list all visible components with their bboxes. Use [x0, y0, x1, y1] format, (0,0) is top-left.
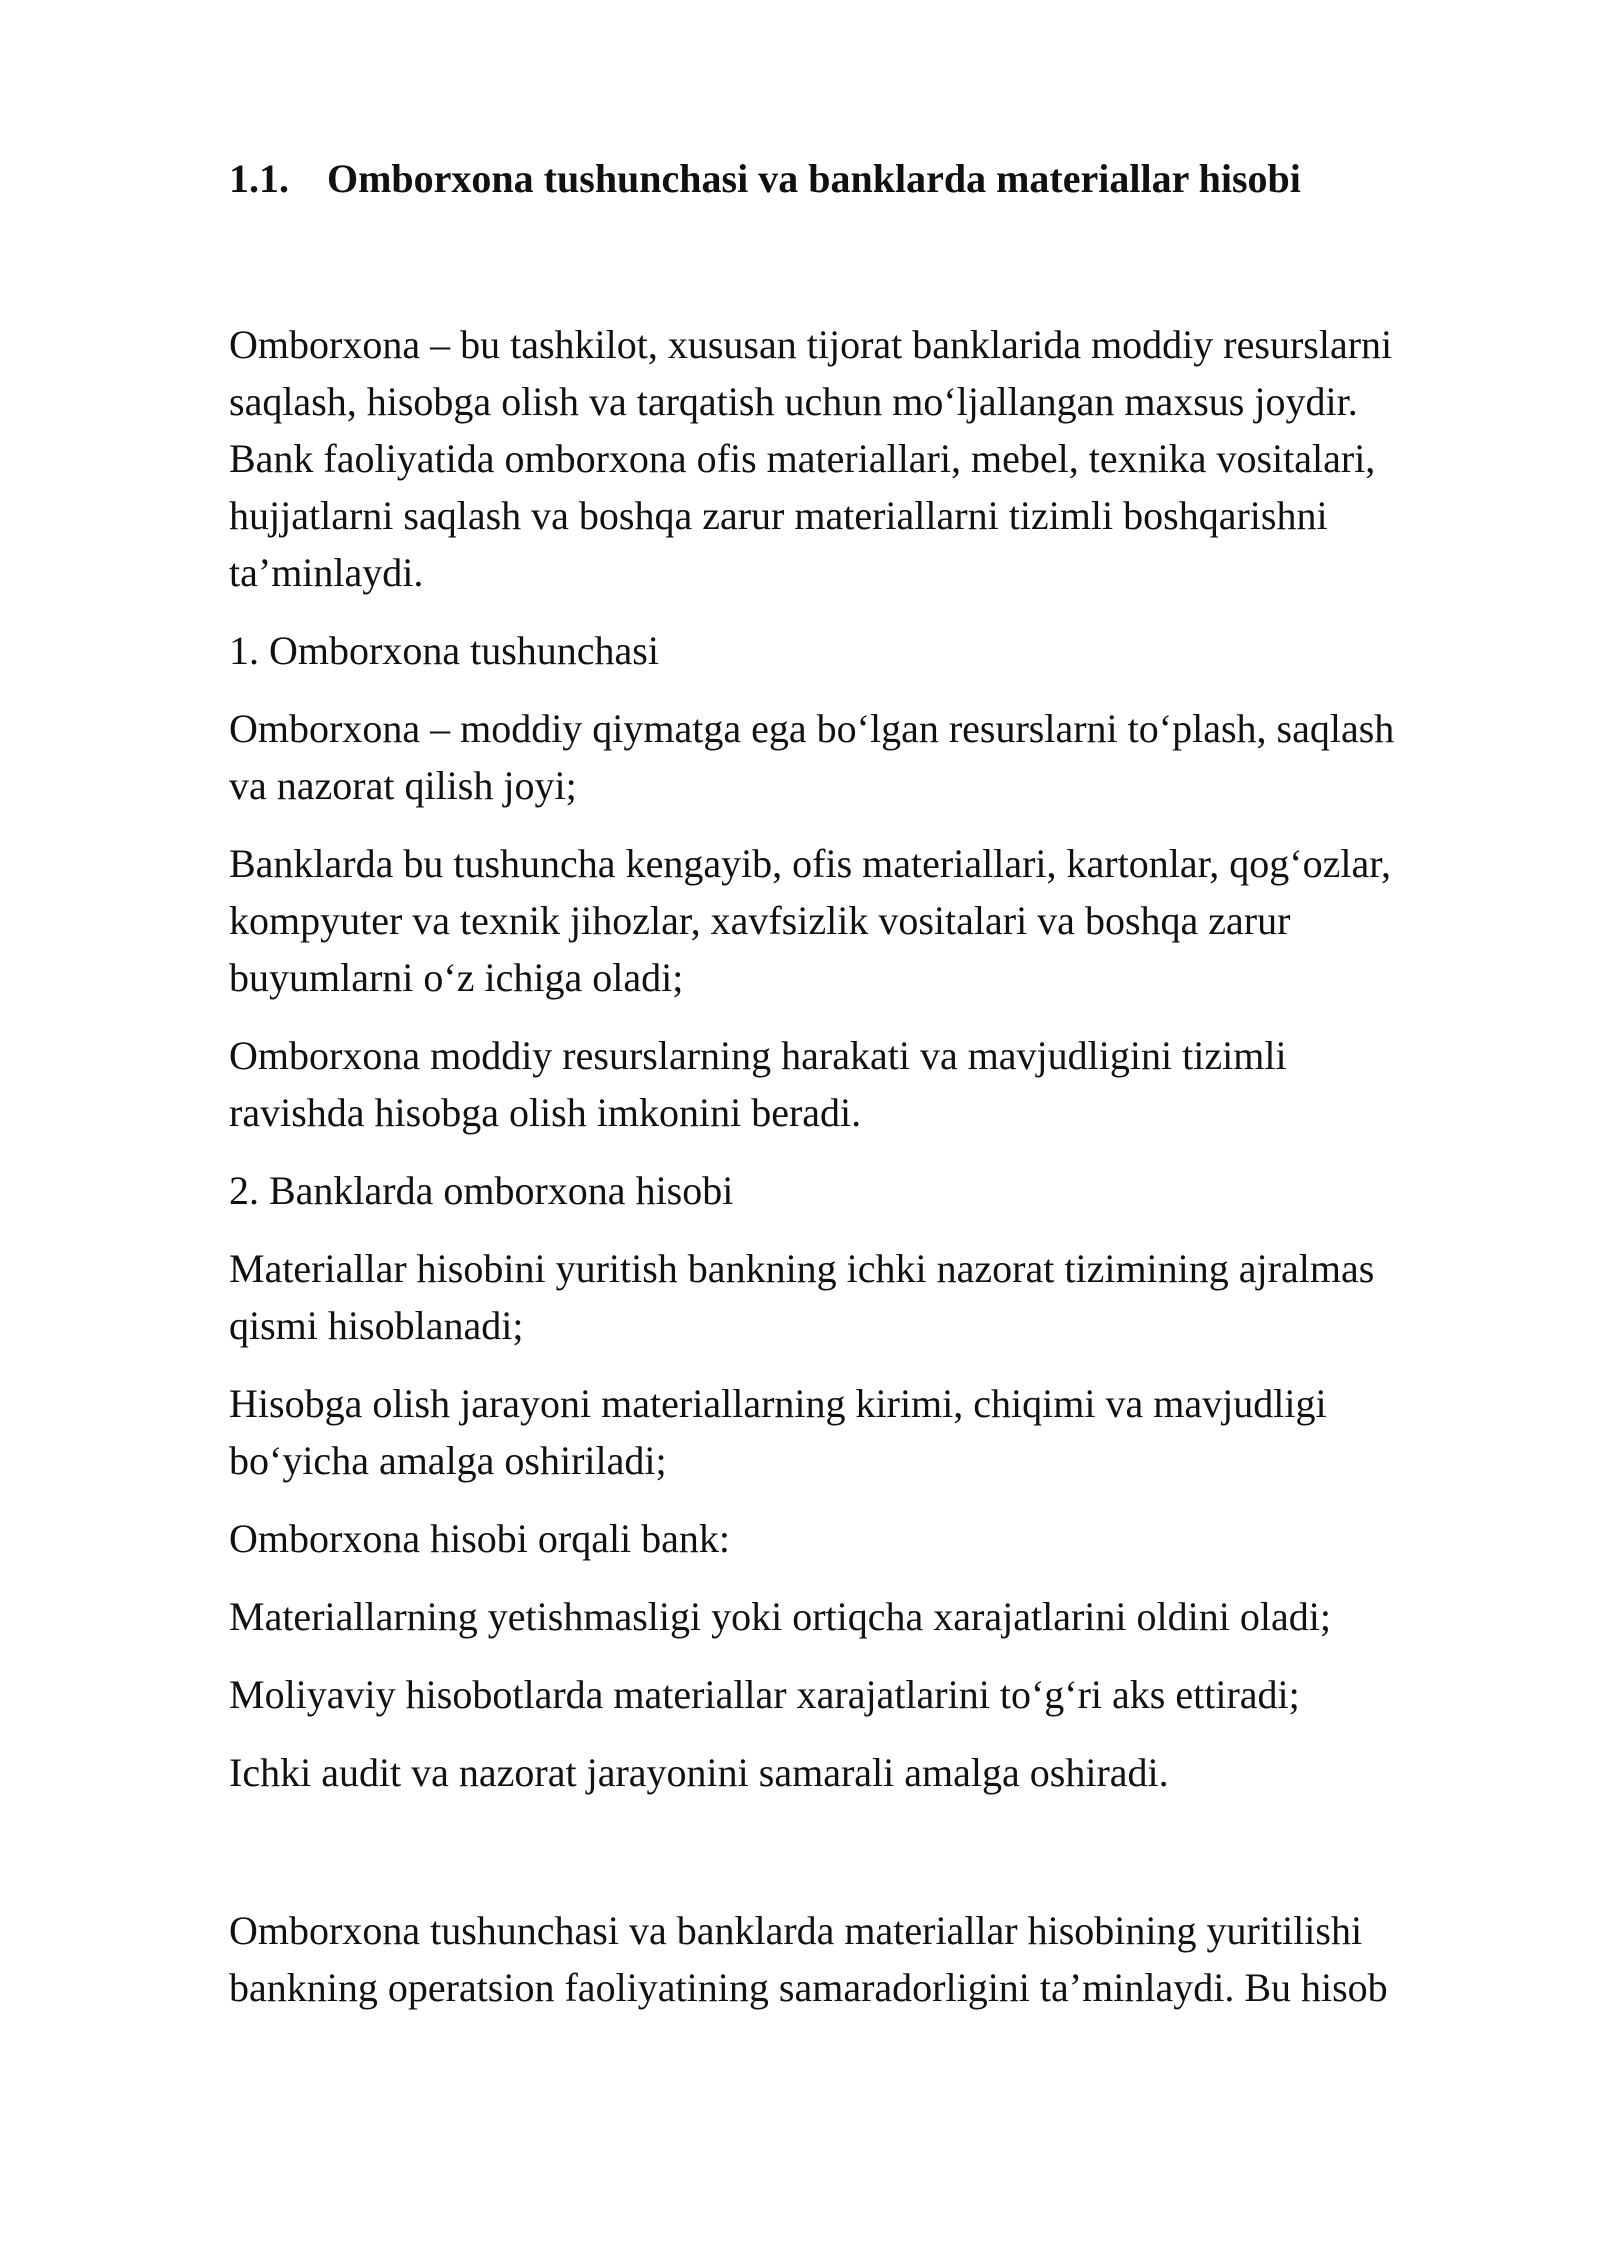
closing-paragraph	[229, 1902, 1529, 2016]
text-line: Materiallarning yetishmasligi yoki ortiqcha xarajatlarini oldini oladi;	[229, 1594, 1331, 1639]
section2-item	[229, 1588, 1529, 1645]
section1-item	[229, 1027, 1529, 1141]
intro-paragraph	[229, 316, 1529, 601]
text-line: ravishda hisobga olish imkonini beradi.	[229, 1090, 862, 1135]
section2-item	[229, 1744, 1529, 1801]
document-page	[229, 150, 1529, 2016]
text-line: Moliyaviy hisobotlarda materiallar xarajatlarini to‘g‘ri aks ettiradi;	[229, 1672, 1300, 1717]
section-heading	[229, 150, 1529, 208]
text-line: va nazorat qilish joyi;	[229, 763, 577, 808]
text-line: Omborxona hisobi orqali bank:	[229, 1516, 731, 1561]
section-title: Omborxona tushunchasi va banklarda materiallar hisobi	[327, 156, 1301, 201]
text-line: buyumlarni o‘z ichiga oladi;	[229, 955, 684, 1000]
text-line: hujjatlarni saqlash va boshqa zarur materiallarni tizimli boshqarishni	[229, 493, 1328, 538]
text-line: ta’minlaydi.	[229, 550, 424, 595]
text-line: qismi hisoblanadi;	[229, 1303, 524, 1348]
text-line: bankning operatsion faoliyatining samaradorligini ta’minlaydi. Bu hisob	[229, 1965, 1388, 2010]
section1-item	[229, 835, 1529, 1006]
text-line: Ichki audit va nazorat jarayonini samarali amalga oshiradi.	[229, 1750, 1169, 1795]
text-line: Banklarda bu tushuncha kengayib, ofis materiallari, kartonlar, qog‘ozlar,	[229, 841, 1391, 886]
text-line: Hisobga olish jarayoni materiallarning kirimi, chiqimi va mavjudligi	[229, 1381, 1327, 1426]
section2-item	[229, 1375, 1529, 1489]
text-line: Materiallar hisobini yuritish bankning ichki nazorat tizimining ajralmas	[229, 1246, 1375, 1291]
section2-item	[229, 1666, 1529, 1723]
text-line: saqlash, hisobga olish va tarqatish uchun mo‘ljallangan maxsus joydir.	[229, 379, 1358, 424]
text-line: Omborxona moddiy resurslarning harakati va mavjudligini tizimli	[229, 1033, 1287, 1078]
text-line: Bank faoliyatida omborxona ofis materiallari, mebel, texnika vositalari,	[229, 436, 1376, 481]
text-line: kompyuter va texnik jihozlar, xavfsizlik vositalari va boshqa zarur	[229, 898, 1291, 943]
text-line: bo‘yicha amalga oshiriladi;	[229, 1438, 667, 1483]
text-line: Omborxona tushunchasi va banklarda materiallar hisobining yuritilishi	[229, 1908, 1363, 1953]
section2-item	[229, 1240, 1529, 1354]
section2-title: 2. Banklarda omborxona hisobi	[229, 1168, 734, 1213]
text-line: Omborxona – bu tashkilot, xususan tijorat banklarida moddiy resurslarni	[229, 322, 1393, 367]
section1-title: 1. Omborxona tushunchasi	[229, 628, 659, 673]
section2-item	[229, 1510, 1529, 1567]
section1-item	[229, 700, 1529, 814]
section-number: 1.1.	[229, 156, 289, 201]
text-line: Omborxona – moddiy qiymatga ega bo‘lgan resurslarni to‘plash, saqlash	[229, 706, 1395, 751]
